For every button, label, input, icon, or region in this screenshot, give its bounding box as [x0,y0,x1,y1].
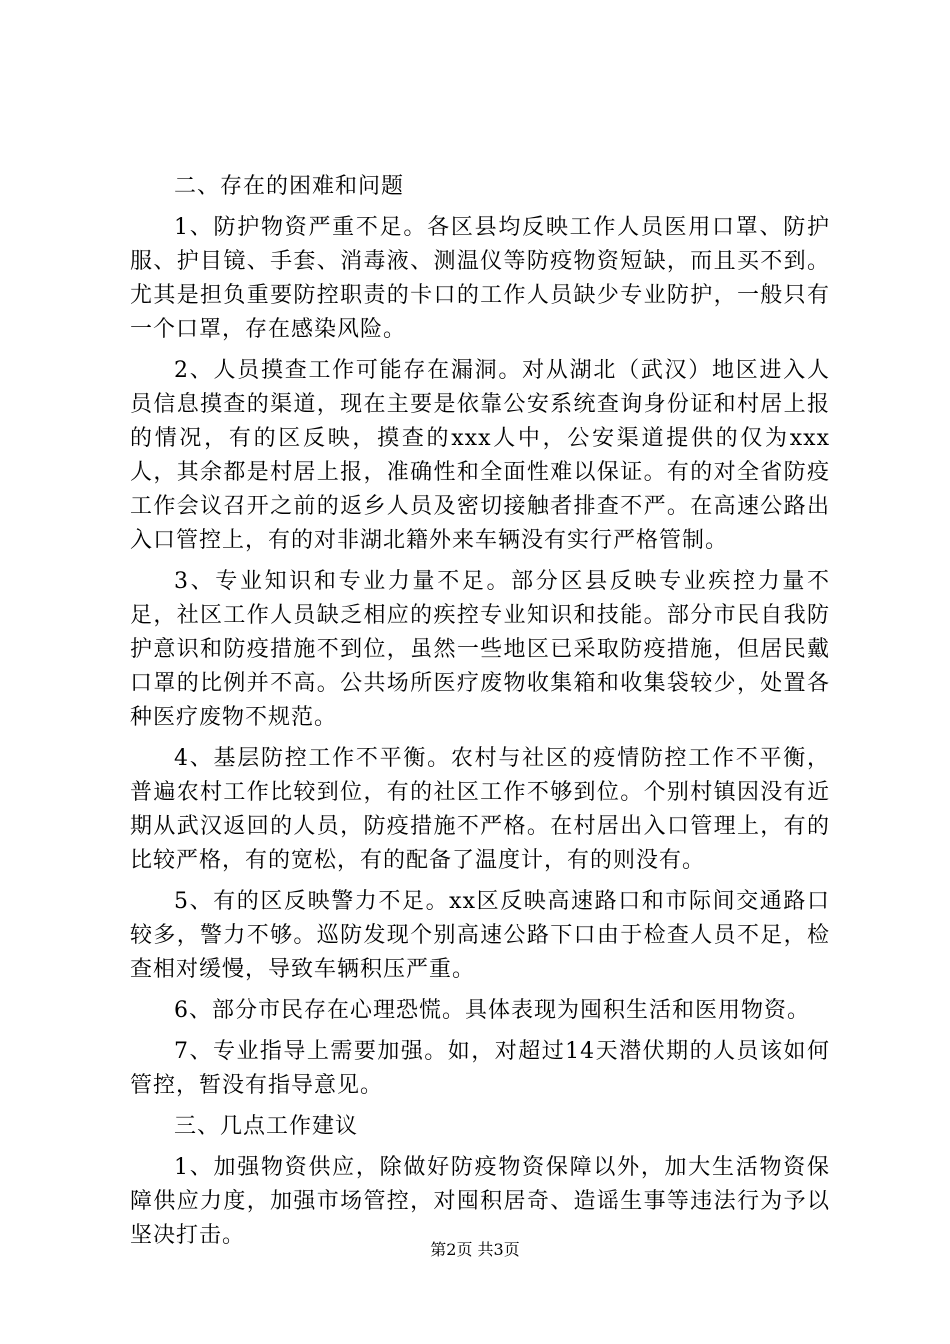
paragraph-public-panic: 6、部分市民存在心理恐慌。具体表现为囤积生活和医用物资。 [174,998,810,1023]
paragraph-professional-guidance: 7、专业指导上需要加强。如，对超过14天潜伏期的人员该如何管控，暂没有指导意见。 [130,1039,830,1098]
paragraph-police-shortage: 5、有的区反映警力不足。xx区反映高速路口和市际间交通路口较多，警力不够。巡防发现个别高速公路下口由于检查人员不足，检查相对缓慢，导致车辆积压严重。 [130,889,830,982]
paragraph-grassroots-imbalance: 4、基层防控工作不平衡。农村与社区的疫情防控工作不平衡，普遍农村工作比较到位，有的社区工作不够到位。个别村镇因没有近期从武汉返回的人员，防疫措施不严格。在村居出入口管理上，有的比较严格，有的宽松，有的配备了温度计，有的则没有。 [130,746,830,873]
paragraph-protective-supplies: 1、防护物资严重不足。各区县均反映工作人员医用口罩、防护服、护目镜、手套、消毒液、测温仪等防疫物资短缺，而且买不到。尤其是担负重要防控职责的卡口的工作人员缺少专业防护，一般只有一个口罩，存在感染风险。 [130,215,830,342]
section-heading-difficulties: 二、存在的困难和问题 [174,174,405,199]
document-body [130,170,830,1260]
paragraph-supply-strengthening: 1、加强物资供应，除做好防疫物资保障以外，加大生活物资保障供应力度，加强市场管控，对囤积居奇、造谣生事等违法行为予以坚决打击。 [130,1155,830,1248]
section-heading-suggestions: 三、几点工作建议 [174,1114,359,1139]
paragraph-professional-knowledge: 3、专业知识和专业力量不足。部分区县反映专业疾控力量不足，社区工作人员缺乏相应的疾控专业知识和技能。部分市民自我防护意识和防疫措施不到位，虽然一些地区已采取防疫措施，但居民戴口罩的比例并不高。公共场所医疗废物收集箱和收集袋较少，处置各种医疗废物不规范。 [130,569,830,730]
page-number-footer: 第2页 共3页 [430,1240,520,1259]
paragraph-personnel-screening: 2、人员摸查工作可能存在漏洞。对从湖北（武汉）地区进入人员信息摸查的渠道，现在主要是依靠公安系统查询身份证和村居上报的情况，有的区反映，摸查的xxx人中，公安渠道提供的仅为xxx人，其余都是村居上报，准确性和全面性难以保证。有的对全省防疫工作会议召开之前的返乡人员及密切接触者排查不严。在高速公路出入口管控上，有的对非湖北籍外来车辆没有实行严格管制。 [130,358,830,553]
